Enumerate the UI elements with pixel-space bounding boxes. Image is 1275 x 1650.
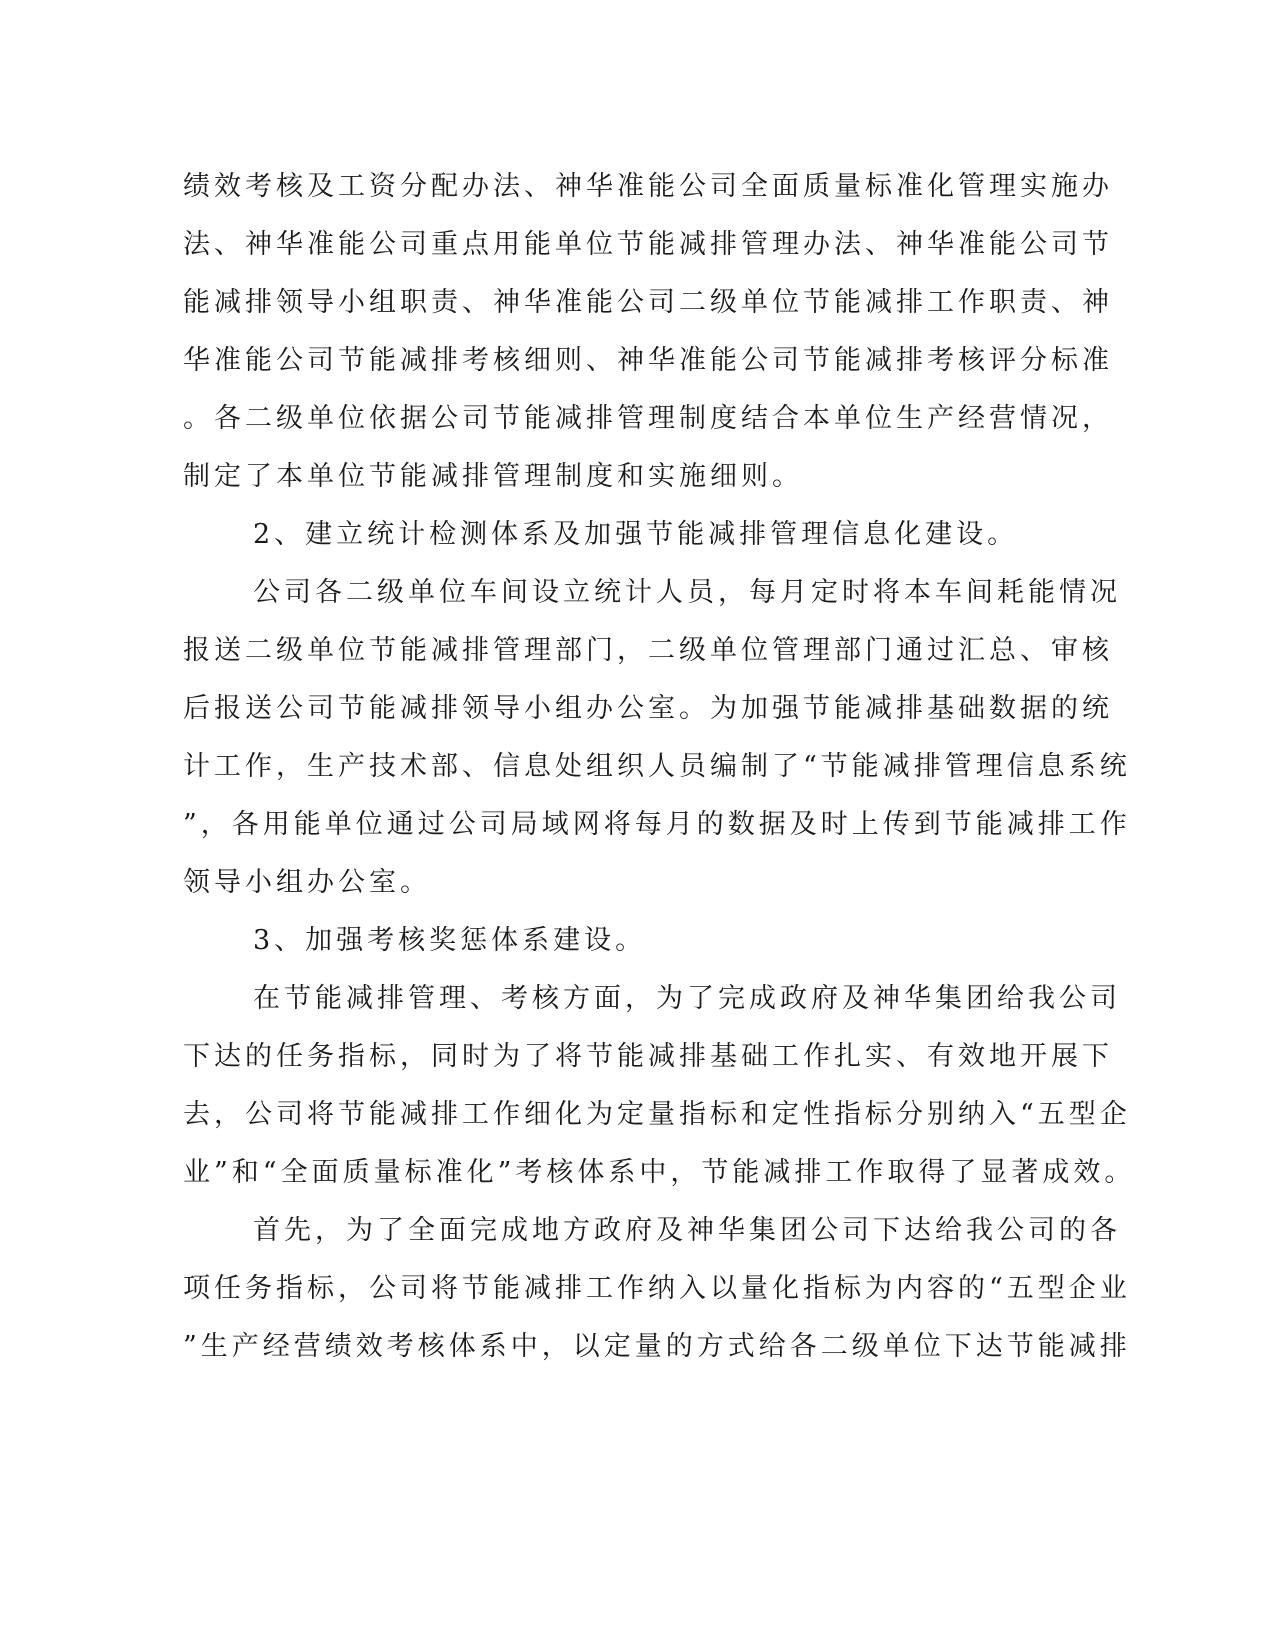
text-line: 下达的任务指标，同时为了将节能减排基础工作扎实、有效地开展下 [183,1041,1113,1072]
text-line: 首先，为了全面完成地方政府及神华集团公司下达给我公司的各 [253,1215,1121,1246]
text-line: 去，公司将节能减排工作细化为定量指标和定性指标分别纳入“五型企 [183,1099,1131,1130]
text-line: ”，各用能单位通过公司局域网将每月的数据及时上传到节能减排工作 [183,809,1131,840]
section-heading: 3、加强考核奖惩体系建设。 [253,925,647,956]
text-line: 公司各二级单位车间设立统计人员，每月定时将本车间耗能情况 [253,577,1121,608]
text-line: ”生产经营绩效考核体系中，以定量的方式给各二级单位下达节能减排 [183,1331,1131,1362]
text-line: 在节能减排管理、考核方面，为了完成政府及神华集团给我公司 [253,983,1121,1014]
text-line: 业”和“全面质量标准化”考核体系中，节能减排工作取得了显著成效。 [183,1157,1136,1188]
text-line: 报送二级单位节能减排管理部门，二级单位管理部门通过汇总、审核 [183,635,1113,666]
text-line: 后报送公司节能减排领导小组办公室。为加强节能减排基础数据的统 [183,693,1113,724]
text-line: 法、神华准能公司重点用能单位节能减排管理办法、神华准能公司节 [183,229,1113,260]
text-line: 华准能公司节能减排考核细则、神华准能公司节能减排考核评分标准 [183,345,1113,376]
text-line: 项任务指标，公司将节能减排工作纳入以量化指标为内容的“五型企业 [183,1273,1131,1304]
text-line: 计工作，生产技术部、信息处组织人员编制了“节能减排管理信息系统 [183,751,1131,782]
document-body [183,158,1136,1376]
section-heading: 2、建立统计检测体系及加强节能减排管理信息化建设。 [253,519,1019,550]
text-line: 。各二级单位依据公司节能减排管理制度结合本单位生产经营情况， [183,403,1113,434]
text-line: 能减排领导小组职责、神华准能公司二级单位节能减排工作职责、神 [183,287,1113,318]
text-line: 绩效考核及工资分配办法、神华准能公司全面质量标准化管理实施办 [183,171,1113,202]
text-line: 制定了本单位节能减排管理制度和实施细则。 [183,461,803,492]
text-line: 领导小组办公室。 [183,867,431,898]
